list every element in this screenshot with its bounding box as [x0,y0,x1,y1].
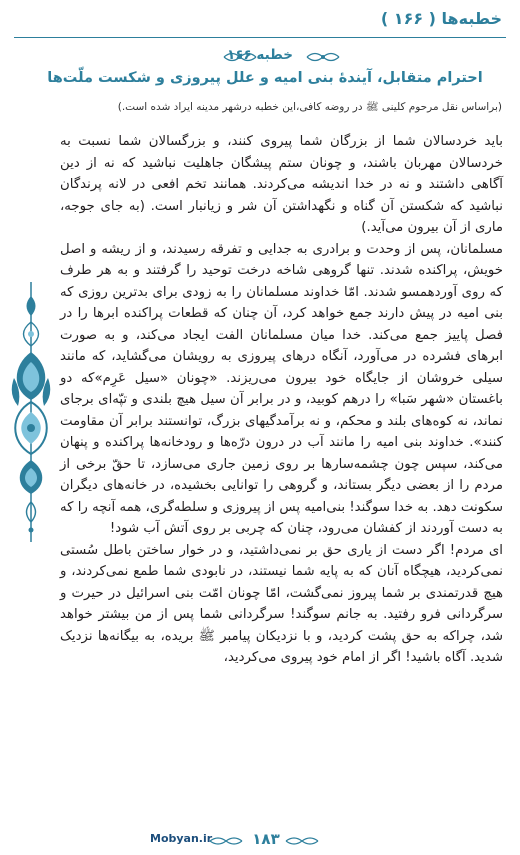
site-watermark: Mobyan.ir [150,832,213,845]
sermon-number: خطبه ۱۶۶ [226,47,293,63]
footer-ornament-right-icon [284,834,320,848]
footer-ornament-left-icon [208,834,244,848]
sermon-body [60,131,503,669]
running-header [0,0,520,40]
section-label: خطبه‌ها ( ۱۶۶ ) [380,9,502,28]
paragraph: مسلمانان، پس از وحدت و برادری به جدایی و تفرقه رسیدند، و از ریشه و اصل خویش، پراکنده شدند. تنها گروهی شاخه درخت توحید را گرفتند و به هر طرف که روی آوردهمسو شدند. امّا خداوند مسلمانان را به زودی برای بدترین روزی که بنی امیه در پیش دارند جمع خواهد کرد، آن چنان که قطعات پراکنده ابرها را در فصل پاییز جمع می‌کند. خدا میان مسلمانان الفت ایجاد می‌کند، و به صورت ابرهای فشرده در می‌آورد، آنگاه درهای پیروزی به رویشان می‌گشاید، که مانند سیلی خروشان از جایگاه خود بیرون می‌ریزند. «چونان «سیل عَرِم»که دو باغستان «شهر سَبا» را درهم کوبید، و در برابر آن سیل هیچ بلندی و تپّه‌ای برجای نماند، نه کوه‌های بلند و محکم، و نه برآمدگیهای بزرگ، توانستند برابر آن مقاومت کنند». خداوند بنی امیه را مانند آب در درون درّه‌ها و رودخانه‌ها پراکنده و پنهان می‌کند، سپس چون چشمه‌سارها بر روی زمین جاری می‌سازد، تا حقّ برخی از مردم را از بعضی دیگر بستاند، و گروهی را توانایی بخشیده، در خانه‌های دیگران سکونت دهد. به خدا سوگند! بنی‌امیه پس از پیروزی و سلطه‌گری، همه آنچه را که به دست آوردند از کفشان می‌رود، چنان که چربی بر روی آتش آب شود! [60,241,503,536]
paragraph: باید خردسالان شما از بزرگان شما پیروی کنند، و بزرگسالان شما نسبت به خردسالان مهربان باشند، و چونان ستم پیشگان جاهلیت نباشید که نه از دین آگاهی داشتند و نه در خدا اندیشه می‌کردند. همانند تخم افعی در لانه پرندگان نباشید که شکستن آن گناه و نگهداشتن آن شر و زیانبار است. (به جای جوجه، ماری از آن بیرون می‌آید.) [60,134,503,235]
side-arabesque-ornament-icon [8,282,54,542]
paragraph: ای مردم! اگر دست از یاری حق بر نمی‌داشتید، و در خوار ساختن باطل سُستی نمی‌کردید، هیچگاه آنان که به پایه شما نیستند، در نابودی شما طمع نمی‌کردند، و هیچ قدرتمندی بر شما پیروز نمی‌گشت، امّا چونان امّت بنی اسرائیل در حیرت و سرگردانی فرو رفتید. به جانم سوگند! سرگردانی شما پس از من بیشتر خواهد شد، چراکه به حق پشت کردید، و با نزدیکان پیامبر ﷺ بریده، به بیگانه‌ها نزدیک شدید. آگاه باشید! اگر از امام خود پیروی می‌کردید، [60,542,503,665]
page-footer [0,826,520,855]
heading-ornament-right-icon [305,48,341,66]
source-note: (براساس نقل مرحوم کلینی ﷺ در روضه کافی،این خطبه درشهر مدینه ایراد شده است.) [117,101,502,113]
sermon-subtitle: احترام متقابل، آیندۀ بنی امیه و علل پیروزی و شکست ملّت‌ها [47,70,483,86]
page-number: ۱۸۳ [252,830,280,848]
header-rule [14,37,506,38]
sermon-heading [0,44,520,70]
